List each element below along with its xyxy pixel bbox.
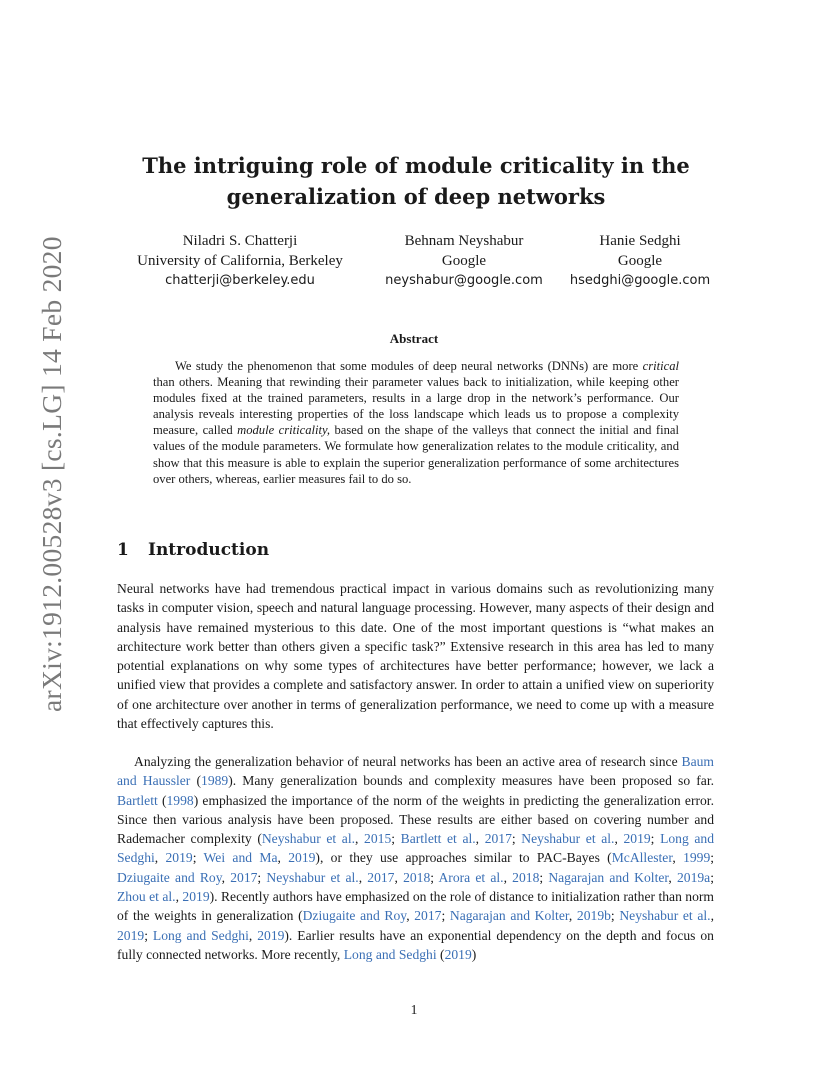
abstract-part: based on the shape of the valleys that connect the initial and final values of the module parameters. We formulate how generalization relates to the module criticality, and show that this measure is able to explain the superior generalization performance of some architectures over others, whereas, earlier measures fail to do so. — [153, 423, 679, 486]
abstract-part: We study the phenomenon that some modules of deep neural networks (DNNs) are more — [175, 359, 643, 373]
author-1 — [110, 232, 370, 291]
paragraph-text-run: Analyzing the generalization behavior of neural networks has been an active area of research since — [134, 754, 682, 769]
citation-link[interactable]: 2015 — [364, 831, 392, 847]
author-name: Niladri S. Chatterji — [182, 233, 298, 249]
citation-link[interactable]: 2018 — [512, 869, 540, 885]
paragraph-text-run: ( — [436, 946, 445, 962]
author-name: Behnam Neyshabur — [404, 233, 524, 249]
citation-link[interactable]: Neyshabur et al. — [521, 831, 615, 847]
citation-link[interactable]: 2019 — [165, 850, 193, 866]
paragraph-text-run: ; — [710, 869, 714, 885]
paragraph-text-run: ; — [650, 831, 661, 847]
paragraph-text-run: , — [503, 869, 513, 885]
paragraph-text-run: , — [221, 869, 231, 885]
paragraph-text-run: , — [406, 908, 415, 924]
paragraph-text-run: ). Many generalization bounds and complexity measures have been proposed so far. — [228, 773, 714, 789]
citation-link[interactable]: Neyshabur et al. — [619, 908, 711, 924]
citation-link[interactable]: Bartlett — [117, 792, 158, 808]
paragraph-text-run: , — [475, 831, 485, 847]
paragraph-text-run: ; — [511, 831, 522, 847]
paragraph-text-run: ; — [144, 927, 153, 943]
paper-title: The intriguing role of module criticality in the generalization of deep networks — [142, 153, 690, 209]
page-number: 1 — [410, 1002, 418, 1017]
paragraph-text-run: ; — [192, 850, 204, 866]
author-email[interactable]: neyshabur@google.com — [385, 273, 543, 288]
author-email[interactable]: chatterji@berkeley.edu — [165, 273, 315, 288]
author-name: Hanie Sedghi — [599, 233, 681, 249]
paragraph-text-run: ). Earlier results have an exponential dependency on the depth and focus on fully connected networks. More recently, — [117, 927, 714, 962]
paragraph-text-run: ; — [441, 908, 450, 924]
citation-link[interactable]: 2019 — [257, 927, 285, 943]
citation-link[interactable]: Neyshabur et al. — [266, 869, 359, 885]
section-title: Introduction — [148, 540, 270, 560]
paragraph-text-run: ; — [257, 869, 267, 885]
paragraph-text-run: ; — [539, 869, 549, 885]
paragraph-text-run: , — [710, 908, 714, 924]
citation-link[interactable]: Bartlett et al. — [400, 831, 476, 847]
citation-link[interactable]: 2018 — [403, 869, 431, 885]
author-affiliation: Google — [617, 252, 663, 269]
citation-link[interactable]: 1998 — [166, 792, 194, 808]
citation-link[interactable]: 2019 — [444, 946, 472, 962]
citation-link[interactable]: Baum and Haussler — [117, 754, 714, 789]
author-affiliation: Google — [441, 252, 487, 269]
abstract-emphasis: module criticality, — [237, 423, 331, 438]
author-affiliation: University of California, Berkeley — [137, 252, 343, 269]
citation-link[interactable]: 2019 — [117, 927, 145, 943]
paragraph-text-run: , — [668, 869, 677, 885]
paragraph-text-run: , — [175, 889, 183, 905]
author-3 — [562, 232, 718, 291]
abstract-emphasis: critical — [642, 359, 679, 373]
citation-link[interactable]: 2017 — [230, 869, 258, 885]
citation-link[interactable]: Long and Sedghi — [343, 946, 437, 962]
section-heading — [117, 540, 269, 560]
citation-link[interactable]: McAllester — [611, 850, 673, 866]
author-2 — [378, 232, 550, 291]
paragraph-text-run: ). Recently authors have emphasized on the role of distance to initialization rather than norm of the weights in generalization ( — [117, 889, 715, 924]
citation-link[interactable]: Nagarajan and Kolter — [449, 908, 569, 924]
arxiv-identifier-stamp: arXiv:1912.00528v3 [cs.LG] 14 Feb 2020 — [36, 236, 67, 712]
paragraph-text-run: , — [248, 927, 258, 943]
citation-link[interactable]: 1999 — [683, 850, 711, 866]
citation-link[interactable]: Zhou et al. — [117, 889, 176, 905]
paragraph-text-run: ) emphasized the importance of the norm of the weights in predicting the generalization error. Since then various analysis have been proposed. These results are either based on covering number and Rademacher complexity ( — [117, 792, 714, 847]
citation-link[interactable]: Wei and Ma — [203, 850, 278, 866]
paragraph-text-run: , — [568, 908, 577, 924]
section-number: 1 — [117, 540, 129, 560]
citation-link[interactable]: Dziugaite and Roy — [302, 908, 407, 924]
paragraph-text-run: ; — [391, 831, 401, 847]
citation-link[interactable]: Dziugaite and Roy — [117, 869, 222, 885]
citation-link[interactable]: 2019 — [182, 889, 210, 905]
citation-link[interactable]: 2017 — [414, 908, 442, 924]
citation-link[interactable]: Arora et al. — [438, 869, 504, 885]
paragraph-text-run: , — [277, 850, 289, 866]
author-email[interactable]: hsedghi@google.com — [569, 273, 711, 288]
citation-link[interactable]: 2017 — [484, 831, 512, 847]
paragraph-text-run: ( — [190, 773, 202, 789]
citation-link[interactable]: 2019 — [623, 831, 651, 847]
paragraph-text-run: ), or they use approaches similar to PAC-Bayes ( — [315, 850, 612, 866]
abstract-text — [153, 358, 679, 487]
paragraph-text-run: ) — [471, 946, 477, 962]
paragraph-text-run: , — [672, 850, 684, 866]
citation-link[interactable]: Long and Sedghi — [117, 831, 715, 866]
paragraph-text-run: , — [394, 869, 404, 885]
author-block — [0, 232, 828, 292]
citation-link[interactable]: 2017 — [367, 869, 395, 885]
paragraph-text-run: , — [614, 831, 624, 847]
paragraph-text-run: , — [358, 869, 368, 885]
paragraph-text-run: ( — [157, 792, 167, 808]
citation-link[interactable]: 2019 — [288, 850, 316, 866]
citation-link[interactable]: Long and Sedghi — [152, 927, 249, 943]
intro-paragraph-2 — [117, 752, 714, 964]
citation-link[interactable]: 1989 — [201, 773, 229, 789]
paragraph-text-run: , — [355, 831, 365, 847]
intro-paragraph-1: Neural networks have had tremendous practical impact in various domains such as revolutionizing many tasks in computer vision, speech and natural language processing. However, many aspects of their design and analysis have remained mysterious to this date. One of the most important questions is “what makes an architecture work better than others given a specific task?” Extensive research in this area has led to many potential explanations on why some types of architectures have better performance; however, we lack a unified view that provides a complete and satisfactory answer. In order to attain a unified view on superiority of one architecture over another in terms of generalization performance, we need to come up with a measure that effectively captures this. — [117, 581, 714, 732]
abstract-heading: Abstract — [389, 331, 439, 346]
paragraph-text-run: , — [154, 850, 166, 866]
citation-link[interactable]: 2019b — [576, 908, 611, 924]
paragraph-text-run: ; — [610, 908, 620, 924]
paragraph-text-run: ; — [430, 869, 439, 885]
abstract-part: than others. Meaning that rewinding their parameter values back to initialization, while keeping other modules fixed at the trained parameters, results in a large drop in the network’s performance. Our analysis reveals interesting properties of the loss landscape which leads us to propose a complexity measure, called — [153, 375, 679, 438]
citation-link[interactable]: Neyshabur et al. — [261, 831, 356, 847]
citation-link[interactable]: 2019a — [676, 869, 711, 885]
citation-link[interactable]: Nagarajan and Kolter — [548, 869, 669, 885]
paragraph-text-run: ; — [710, 850, 715, 866]
